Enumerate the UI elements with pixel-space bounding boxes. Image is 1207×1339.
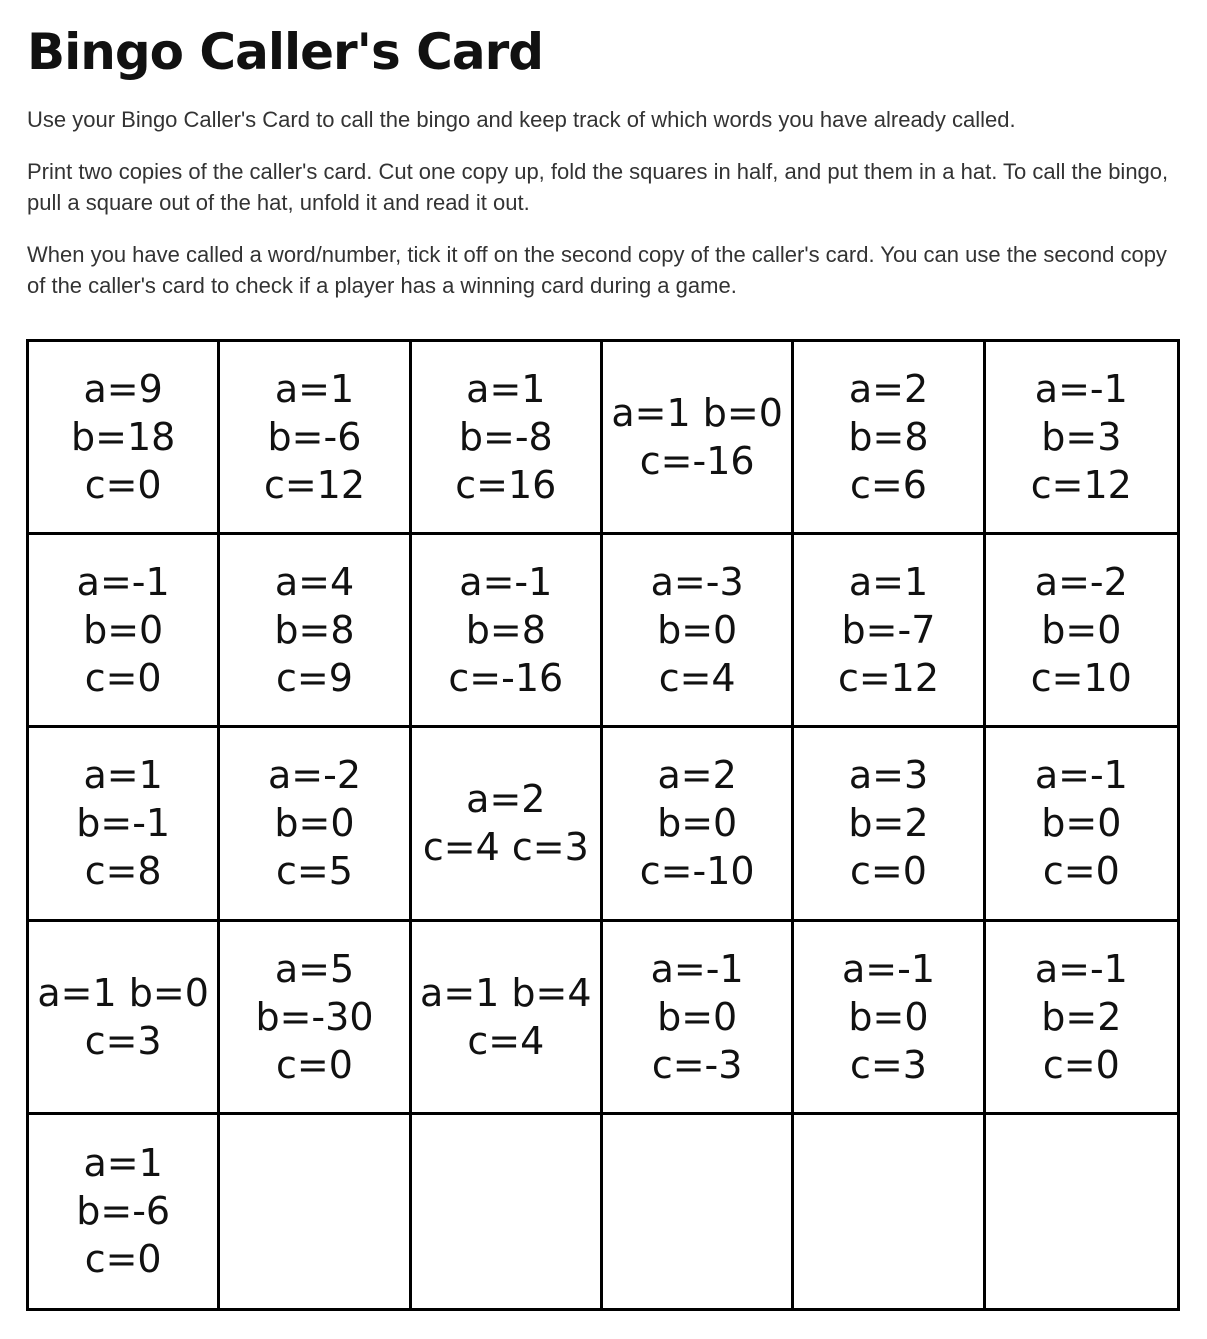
bingo-square: a=2 b=0 c=-10 <box>603 728 794 921</box>
bingo-square: a=-2 b=0 c=10 <box>986 535 1177 728</box>
bingo-square: a=-1 b=0 c=0 <box>29 535 220 728</box>
page-title: Bingo Caller's Card <box>27 23 544 81</box>
bingo-square: a=-1 b=2 c=0 <box>986 922 1177 1115</box>
page <box>27 20 1187 298</box>
bingo-square: a=9 b=18 c=0 <box>29 342 220 535</box>
bingo-square: a=-1 b=0 c=-3 <box>603 922 794 1115</box>
bingo-square: a=1 b=-8 c=16 <box>412 342 603 535</box>
bingo-square: a=3 b=2 c=0 <box>794 728 985 921</box>
bingo-square-empty <box>220 1115 411 1308</box>
bingo-square: a=5 b=-30 c=0 <box>220 922 411 1115</box>
bingo-square: a=1 b=0 c=3 <box>29 922 220 1115</box>
instructions-paragraph-2: Print two copies of the caller's card. Cut one copy up, fold the squares in half, and put them in a hat. To call the bingo, pull a square out of the hat, unfold it and read it out. <box>27 159 1169 215</box>
bingo-square: a=-3 b=0 c=4 <box>603 535 794 728</box>
bingo-square: a=2 c=4 c=3 <box>412 728 603 921</box>
bingo-square-empty <box>794 1115 985 1308</box>
bingo-square: a=4 b=8 c=9 <box>220 535 411 728</box>
bingo-caller-grid <box>26 339 1180 1311</box>
instructions-paragraph-3: When you have called a word/number, tick it off on the second copy of the caller's card. You can use the second copy of the caller's card to check if a player has a winning card during a game. <box>27 242 1167 298</box>
bingo-square: a=1 b=-7 c=12 <box>794 535 985 728</box>
bingo-square: a=1 b=0 c=-16 <box>603 342 794 535</box>
bingo-square: a=-2 b=0 c=5 <box>220 728 411 921</box>
bingo-square: a=-1 b=3 c=12 <box>986 342 1177 535</box>
bingo-square: a=-1 b=8 c=-16 <box>412 535 603 728</box>
bingo-square: a=1 b=4 c=4 <box>412 922 603 1115</box>
instructions-paragraph-1: Use your Bingo Caller's Card to call the bingo and keep track of which words you have already called. <box>27 107 1016 132</box>
bingo-square: a=1 b=-6 c=12 <box>220 342 411 535</box>
bingo-square-empty <box>412 1115 603 1308</box>
bingo-square: a=1 b=-1 c=8 <box>29 728 220 921</box>
bingo-square-empty <box>603 1115 794 1308</box>
bingo-square: a=1 b=-6 c=0 <box>29 1115 220 1308</box>
bingo-square-empty <box>986 1115 1177 1308</box>
bingo-square: a=-1 b=0 c=3 <box>794 922 985 1115</box>
bingo-square: a=-1 b=0 c=0 <box>986 728 1177 921</box>
bingo-square: a=2 b=8 c=6 <box>794 342 985 535</box>
